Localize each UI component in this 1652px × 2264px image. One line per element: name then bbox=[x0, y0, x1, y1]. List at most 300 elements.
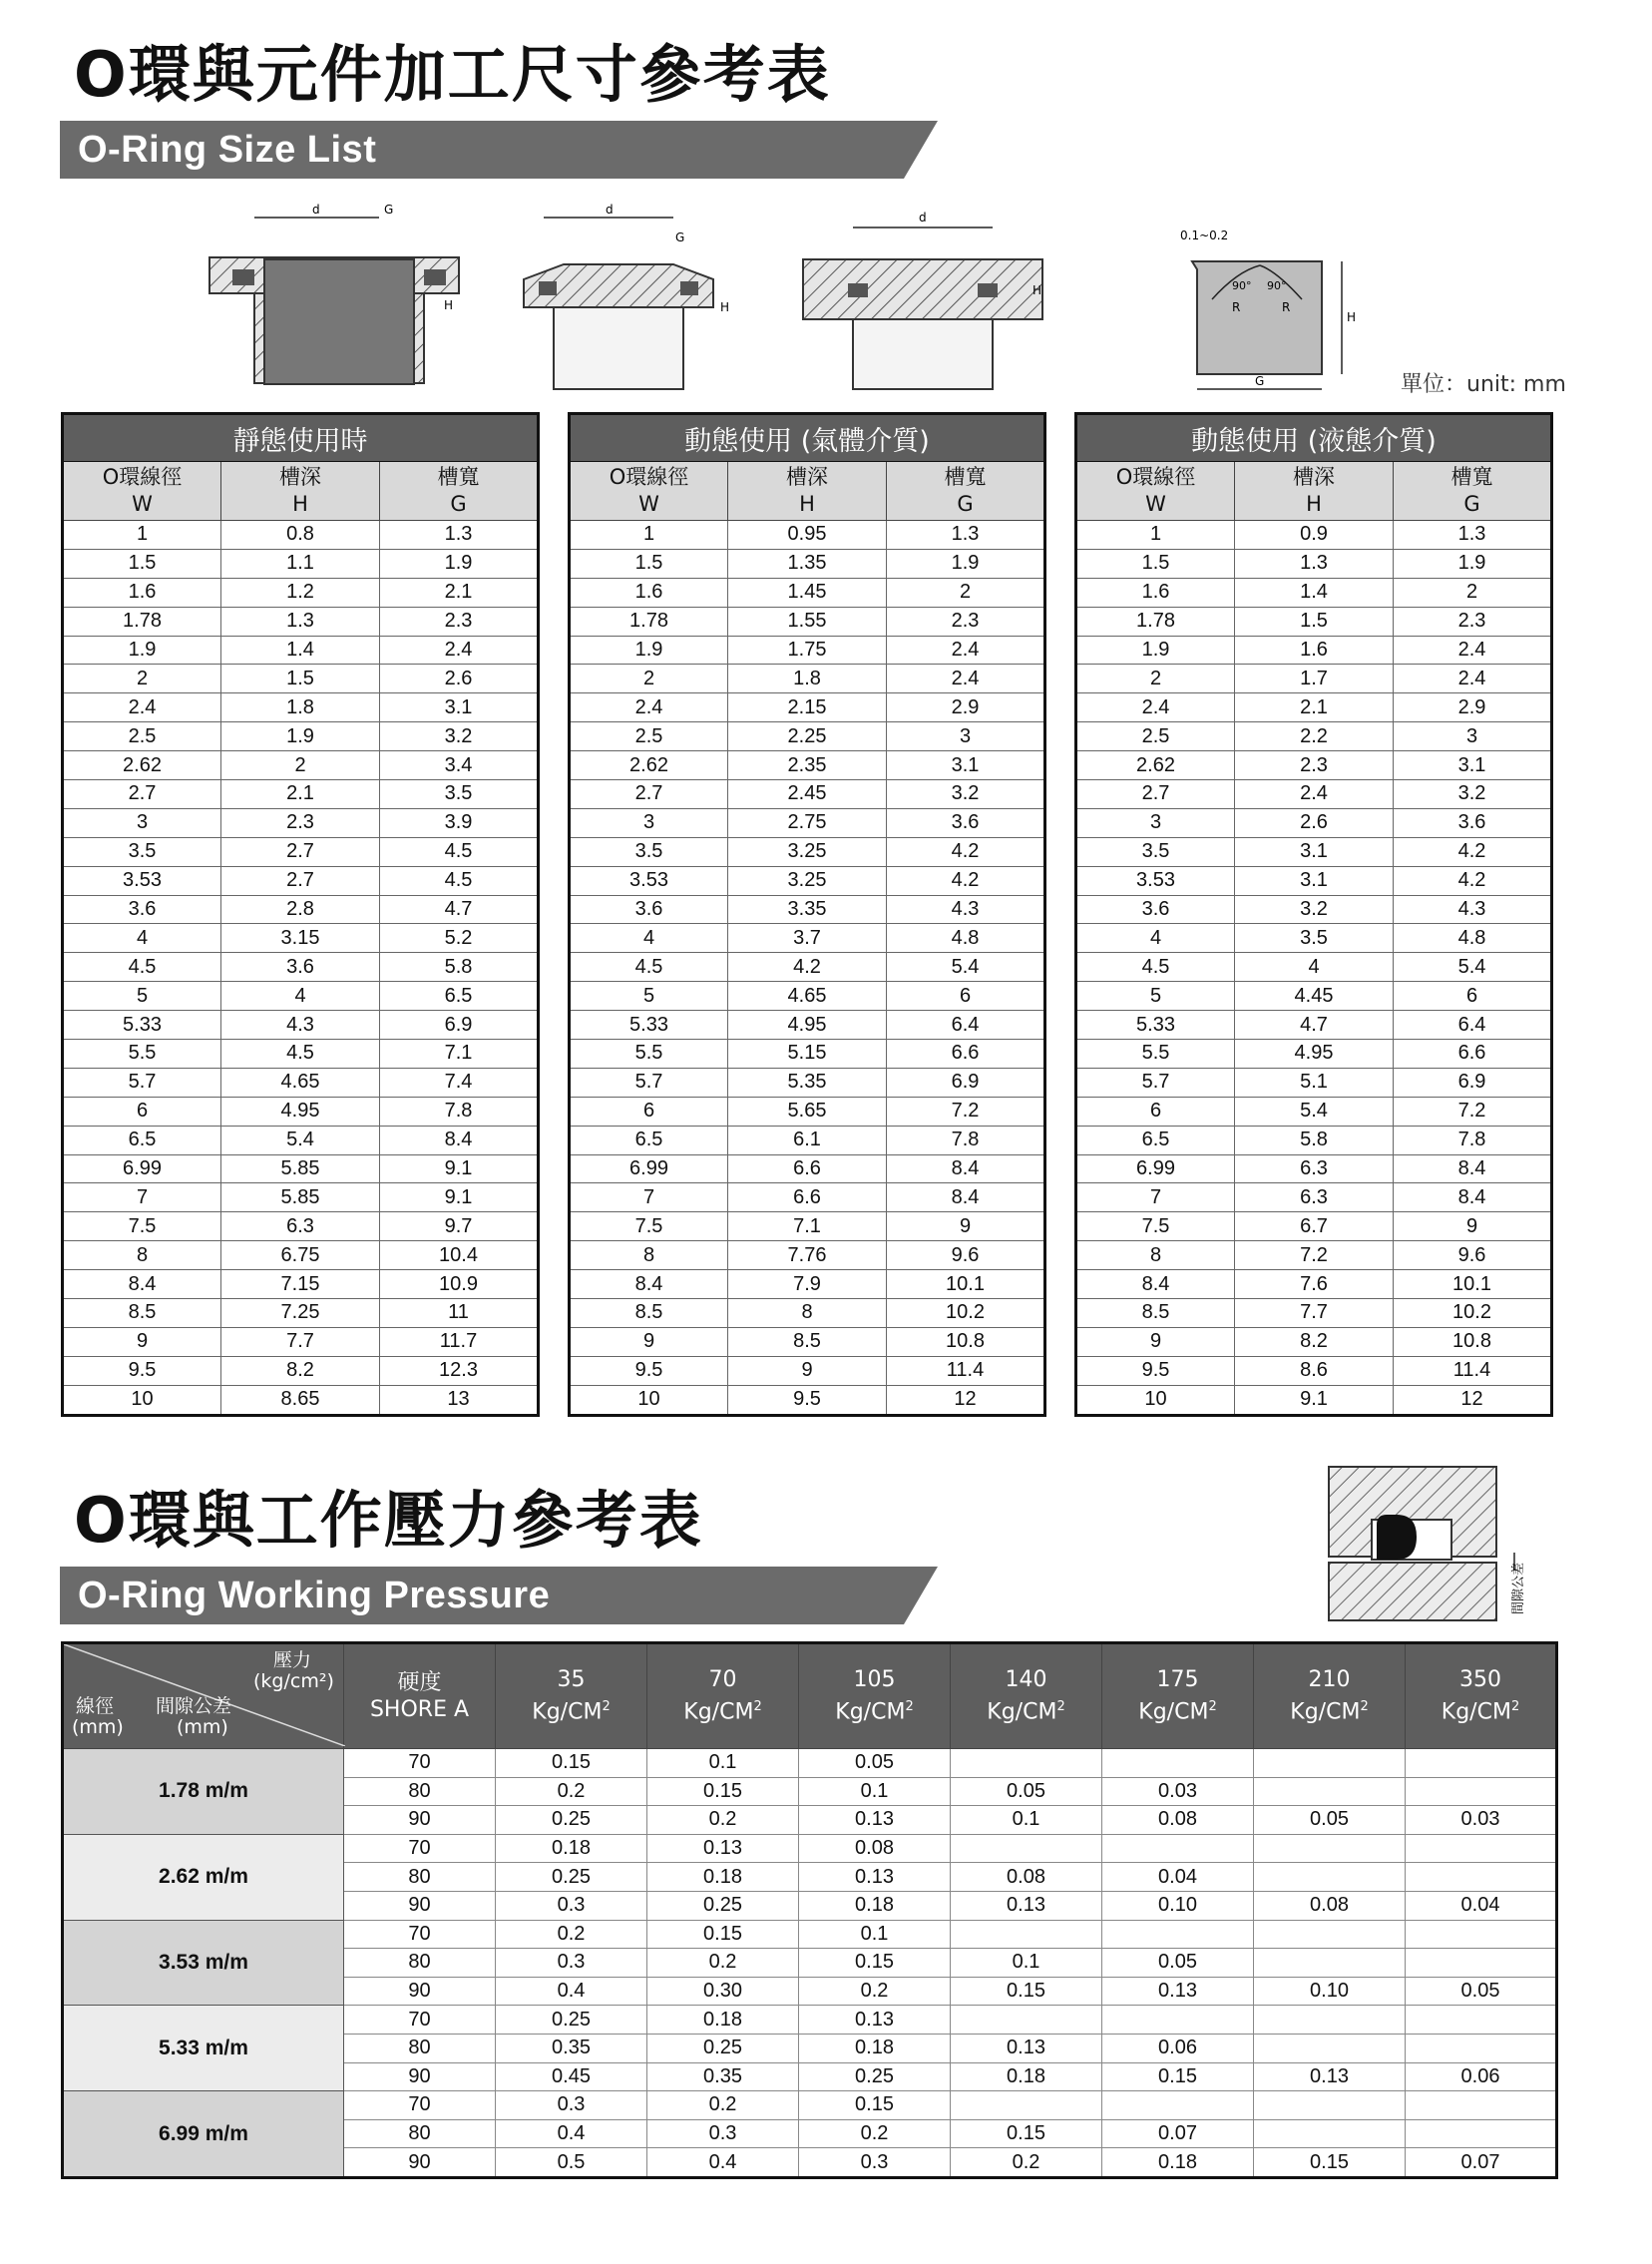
table-cell: 2.4 bbox=[380, 636, 539, 665]
table-cell: 1.75 bbox=[728, 636, 887, 665]
pressure-cell bbox=[1406, 2006, 1557, 2035]
pressure-cell: 0.5 bbox=[496, 2148, 647, 2178]
table-row bbox=[570, 1011, 1045, 1040]
table-cell: 3 bbox=[887, 722, 1045, 751]
table-row bbox=[63, 1356, 539, 1385]
pressure-cell: 0.18 bbox=[951, 2062, 1102, 2091]
column-header-row bbox=[1076, 462, 1552, 521]
pressure-cell: 0.1 bbox=[647, 1749, 799, 1778]
table-cell: 11.7 bbox=[380, 1327, 539, 1356]
table-cell: 5.35 bbox=[728, 1068, 887, 1097]
pressure-cell: 0.45 bbox=[496, 2062, 647, 2091]
diameter-label: 3.53 m/m bbox=[63, 1920, 344, 2006]
pressure-cell: 90 bbox=[344, 2148, 496, 2178]
table-cell: 1.2 bbox=[221, 578, 380, 607]
table-cell: 7 bbox=[570, 1183, 728, 1212]
pressure-value: 70 bbox=[708, 1667, 737, 1693]
table-row bbox=[1076, 1212, 1552, 1241]
table-cell: 4.2 bbox=[887, 866, 1045, 895]
column-header-cn: 槽深 bbox=[279, 465, 321, 489]
table-cell: 1 bbox=[1076, 521, 1235, 550]
pressure-cell: 0.25 bbox=[799, 2062, 951, 2091]
table-row bbox=[63, 808, 539, 837]
dim-g-label: G bbox=[1255, 374, 1265, 388]
table-row bbox=[1076, 693, 1552, 722]
table-cell: 2.35 bbox=[728, 751, 887, 780]
pressure-cell bbox=[951, 2091, 1102, 2120]
table-cell: 4 bbox=[1235, 953, 1394, 982]
table-cell: 2.62 bbox=[570, 751, 728, 780]
table-cell: 5 bbox=[1076, 982, 1235, 1011]
column-header-row bbox=[63, 462, 539, 521]
pressure-cell: 0.18 bbox=[799, 1891, 951, 1920]
table-cell: 3.2 bbox=[887, 780, 1045, 809]
column-header bbox=[380, 462, 539, 521]
table-row bbox=[1076, 1299, 1552, 1328]
table-cell: 6.4 bbox=[1394, 1011, 1552, 1040]
table-row bbox=[1076, 837, 1552, 866]
table-row bbox=[570, 1212, 1045, 1241]
table-cell: 6.75 bbox=[221, 1241, 380, 1270]
column-header-symbol: H bbox=[799, 492, 815, 516]
pressure-cell: 0.13 bbox=[799, 2006, 951, 2035]
table-cell: 11.4 bbox=[887, 1356, 1045, 1385]
table-row bbox=[63, 693, 539, 722]
table-row bbox=[570, 1097, 1045, 1126]
pressure-cell bbox=[951, 1749, 1102, 1778]
table-row bbox=[1076, 780, 1552, 809]
corner-pressure-unit: (kg/cm²) bbox=[253, 1670, 334, 1692]
table-row bbox=[63, 1097, 539, 1126]
pressure-unit: $Kg/CM^2$ bbox=[1290, 1699, 1369, 1725]
table-row bbox=[570, 1183, 1045, 1212]
table-cell: 5.7 bbox=[63, 1068, 221, 1097]
table-cell: 3.1 bbox=[1235, 866, 1394, 895]
table-cell: 2.5 bbox=[570, 722, 728, 751]
pressure-unit-sup: 2 bbox=[1360, 1699, 1369, 1715]
pressure-cell: 0.13 bbox=[951, 1891, 1102, 1920]
pressure-unit-sup: 2 bbox=[753, 1699, 762, 1715]
table-cell: 5.33 bbox=[63, 1011, 221, 1040]
table-cell: 7.76 bbox=[728, 1241, 887, 1270]
table-cell: 10.1 bbox=[1394, 1270, 1552, 1299]
table-cell: 2.6 bbox=[380, 665, 539, 693]
table-cell: 8.2 bbox=[221, 1356, 380, 1385]
pressure-cell bbox=[1254, 1834, 1406, 1863]
table-row bbox=[570, 578, 1045, 607]
table-cell: 2.3 bbox=[1394, 607, 1552, 636]
pressure-cell: 80 bbox=[344, 1777, 496, 1806]
table-cell: 1.9 bbox=[380, 549, 539, 578]
dynamic-gas-size-table bbox=[568, 412, 1046, 1417]
table-cell: 3.6 bbox=[221, 953, 380, 982]
table-cell: 2.1 bbox=[221, 780, 380, 809]
table-row bbox=[570, 751, 1045, 780]
table-cell: 4.3 bbox=[887, 895, 1045, 924]
table-cell: 2.7 bbox=[221, 866, 380, 895]
pressure-cell: 0.05 bbox=[1254, 1806, 1406, 1835]
pressure-value: 210 bbox=[1308, 1667, 1351, 1693]
table-row bbox=[63, 780, 539, 809]
pressure-cell: 0.10 bbox=[1102, 1891, 1254, 1920]
table-cell: 2.3 bbox=[380, 607, 539, 636]
table-cell: 1.9 bbox=[1394, 549, 1552, 578]
table-cell: 2.9 bbox=[1394, 693, 1552, 722]
table-row bbox=[570, 1270, 1045, 1299]
table-row bbox=[1076, 1241, 1552, 1270]
table-cell: 7.9 bbox=[728, 1270, 887, 1299]
pressure-cell: 0.05 bbox=[951, 1777, 1102, 1806]
table-cell: 2.3 bbox=[221, 808, 380, 837]
table-cell: 4.3 bbox=[221, 1011, 380, 1040]
table-cell: 1.6 bbox=[570, 578, 728, 607]
table-cell: 10.2 bbox=[1394, 1299, 1552, 1328]
table-cell: 2.7 bbox=[63, 780, 221, 809]
table-row bbox=[570, 636, 1045, 665]
groove-diagram-1 bbox=[209, 203, 459, 384]
pressure-cell bbox=[1102, 2091, 1254, 2120]
pressure-banner bbox=[60, 1567, 938, 1624]
table-cell: 6.6 bbox=[728, 1154, 887, 1183]
table-cell: 4.5 bbox=[570, 953, 728, 982]
corner-header-content bbox=[64, 1644, 343, 1748]
table-cell: 2.15 bbox=[728, 693, 887, 722]
dim-h-label: H bbox=[444, 298, 454, 312]
pressure-value: 140 bbox=[1005, 1667, 1047, 1693]
table-cell: 6.9 bbox=[887, 1068, 1045, 1097]
table-cell: 5.5 bbox=[570, 1040, 728, 1069]
table-cell: 3.5 bbox=[380, 780, 539, 809]
column-header-cn: 槽深 bbox=[786, 465, 828, 489]
table-cell: 7.2 bbox=[1235, 1241, 1394, 1270]
table-row bbox=[1076, 1097, 1552, 1126]
table-row bbox=[63, 1154, 539, 1183]
column-header-symbol: G bbox=[450, 492, 467, 516]
table-cell: 3 bbox=[63, 808, 221, 837]
table-cell: 4.95 bbox=[728, 1011, 887, 1040]
table-cell: 10.8 bbox=[887, 1327, 1045, 1356]
table-cell: 7.5 bbox=[570, 1212, 728, 1241]
radius-label: R bbox=[1232, 300, 1241, 314]
table-cell: 4.7 bbox=[380, 895, 539, 924]
table-cell: 4 bbox=[1076, 924, 1235, 953]
table-cell: 6 bbox=[1076, 1097, 1235, 1126]
table-cell: 7.2 bbox=[1394, 1097, 1552, 1126]
column-header-symbol: W bbox=[132, 492, 153, 516]
table-cell: 1.8 bbox=[728, 665, 887, 693]
table-cell: 1.9 bbox=[570, 636, 728, 665]
table-cell: 3.2 bbox=[380, 722, 539, 751]
pressure-cell: 0.4 bbox=[647, 2148, 799, 2178]
table-cell: 7.1 bbox=[728, 1212, 887, 1241]
pressure-cell bbox=[1406, 1834, 1557, 1863]
pressure-cell: 0.2 bbox=[647, 2091, 799, 2120]
pressure-cell bbox=[1102, 1920, 1254, 1949]
table-cell: 4.45 bbox=[1235, 982, 1394, 1011]
table-cell: 3.25 bbox=[728, 837, 887, 866]
dim-d-label: d bbox=[606, 203, 614, 217]
table-cell: 6.3 bbox=[1235, 1183, 1394, 1212]
pressure-cell: 0.25 bbox=[647, 1891, 799, 1920]
table-cell: 5.2 bbox=[380, 924, 539, 953]
pressure-title-cn: O環與工作壓力參考表 bbox=[74, 1484, 703, 1557]
table-cell: 5.5 bbox=[1076, 1040, 1235, 1069]
table-cell: 2.4 bbox=[1394, 665, 1552, 693]
pressure-cell bbox=[1406, 1863, 1557, 1892]
corner-gap-unit: (mm) bbox=[177, 1716, 228, 1738]
table-cell: 8.2 bbox=[1235, 1327, 1394, 1356]
table-title: 動態使用 (氣體介質) bbox=[570, 414, 1045, 462]
table-cell: 5.33 bbox=[570, 1011, 728, 1040]
table-row bbox=[63, 1126, 539, 1154]
table-cell: 6.99 bbox=[570, 1154, 728, 1183]
table-cell: 10 bbox=[63, 1385, 221, 1415]
dim-g-label: G bbox=[675, 230, 685, 244]
pressure-column-header bbox=[951, 1643, 1102, 1749]
table-cell: 8 bbox=[63, 1241, 221, 1270]
table-cell: 4.2 bbox=[1394, 866, 1552, 895]
pressure-cell: 0.3 bbox=[647, 2119, 799, 2148]
table-row bbox=[1076, 1154, 1552, 1183]
pressure-unit: $Kg/CM^2$ bbox=[683, 1699, 762, 1725]
pressure-cell bbox=[951, 2006, 1102, 2035]
column-header-symbol: G bbox=[1463, 492, 1480, 516]
table-row bbox=[1076, 924, 1552, 953]
dim-d-label: d bbox=[919, 211, 927, 225]
table-cell: 8.4 bbox=[887, 1154, 1045, 1183]
pressure-cell: 0.30 bbox=[647, 1977, 799, 2006]
table-cell: 10.2 bbox=[887, 1299, 1045, 1328]
pressure-cell: 0.05 bbox=[799, 1749, 951, 1778]
table-cell: 8 bbox=[728, 1299, 887, 1328]
table-row bbox=[570, 982, 1045, 1011]
table-cell: 4 bbox=[570, 924, 728, 953]
pressure-cell: 0.13 bbox=[647, 1834, 799, 1863]
pressure-cell: 0.18 bbox=[647, 1863, 799, 1892]
table-cell: 1.4 bbox=[221, 636, 380, 665]
table-row bbox=[63, 636, 539, 665]
table-cell: 9.1 bbox=[1235, 1385, 1394, 1415]
pressure-cell: 0.03 bbox=[1102, 1777, 1254, 1806]
table-cell: 6.1 bbox=[728, 1126, 887, 1154]
pressure-value: 350 bbox=[1459, 1667, 1501, 1693]
table-cell: 6 bbox=[887, 982, 1045, 1011]
table-row bbox=[63, 1183, 539, 1212]
pressure-cell bbox=[1254, 1777, 1406, 1806]
dim-h-label: H bbox=[1347, 310, 1357, 324]
pressure-cell bbox=[951, 1920, 1102, 1949]
table-cell: 12 bbox=[1394, 1385, 1552, 1415]
pressure-cell bbox=[1254, 1949, 1406, 1978]
table-cell: 2.5 bbox=[63, 722, 221, 751]
column-header-cn: 槽寬 bbox=[944, 465, 987, 489]
table-cell: 2.45 bbox=[728, 780, 887, 809]
table-cell: 4.65 bbox=[221, 1068, 380, 1097]
table-cell: 9.1 bbox=[380, 1154, 539, 1183]
table-cell: 6 bbox=[1394, 982, 1552, 1011]
table-cell: 2.1 bbox=[380, 578, 539, 607]
table-cell: 2.6 bbox=[1235, 808, 1394, 837]
column-header bbox=[1235, 462, 1394, 521]
pressure-cell: 0.15 bbox=[647, 1777, 799, 1806]
pressure-cell bbox=[1254, 1863, 1406, 1892]
table-row bbox=[570, 1040, 1045, 1069]
table-cell: 2 bbox=[887, 578, 1045, 607]
pressure-cell: 80 bbox=[344, 1863, 496, 1892]
table-row bbox=[1076, 1183, 1552, 1212]
pressure-cell: 0.4 bbox=[496, 1977, 647, 2006]
table-cell: 7.7 bbox=[1235, 1299, 1394, 1328]
pressure-header-row bbox=[63, 1643, 1557, 1749]
table-cell: 8.5 bbox=[63, 1299, 221, 1328]
table-cell: 5.7 bbox=[570, 1068, 728, 1097]
table-cell: 2.5 bbox=[1076, 722, 1235, 751]
pressure-cell: 0.1 bbox=[799, 1777, 951, 1806]
table-row bbox=[63, 578, 539, 607]
table-row bbox=[63, 1327, 539, 1356]
table-cell: 3.35 bbox=[728, 895, 887, 924]
table-row bbox=[63, 665, 539, 693]
pressure-unit-sup: 2 bbox=[1056, 1699, 1065, 1715]
table-row bbox=[63, 751, 539, 780]
table-cell: 3.53 bbox=[1076, 866, 1235, 895]
table-cell: 8.65 bbox=[221, 1385, 380, 1415]
table-cell: 1.4 bbox=[1235, 578, 1394, 607]
table-cell: 6.3 bbox=[1235, 1154, 1394, 1183]
pressure-unit-sup: 2 bbox=[602, 1699, 611, 1715]
column-header bbox=[63, 462, 221, 521]
table-cell: 1.78 bbox=[570, 607, 728, 636]
pressure-cell bbox=[1254, 2034, 1406, 2062]
table-cell: 3.6 bbox=[1394, 808, 1552, 837]
pressure-cell: 0.15 bbox=[951, 2119, 1102, 2148]
table-cell: 2.7 bbox=[221, 837, 380, 866]
pressure-cell: 0.13 bbox=[951, 2034, 1102, 2062]
table-cell: 7.5 bbox=[63, 1212, 221, 1241]
pressure-unit: $Kg/CM^2$ bbox=[835, 1699, 914, 1725]
pressure-unit-sup: 2 bbox=[1208, 1699, 1217, 1715]
table-cell: 2.4 bbox=[1076, 693, 1235, 722]
table-cell: 10.8 bbox=[1394, 1327, 1552, 1356]
table-cell: 2 bbox=[1076, 665, 1235, 693]
column-header-symbol: H bbox=[1306, 492, 1322, 516]
table-cell: 9 bbox=[887, 1212, 1045, 1241]
table-cell: 1.6 bbox=[1235, 636, 1394, 665]
pressure-cell: 0.25 bbox=[496, 2006, 647, 2035]
pressure-cell bbox=[1406, 1777, 1557, 1806]
table-row bbox=[63, 607, 539, 636]
pressure-cell: 0.04 bbox=[1102, 1863, 1254, 1892]
table-row bbox=[570, 1299, 1045, 1328]
pressure-column-header bbox=[1102, 1643, 1254, 1749]
pressure-cell bbox=[1406, 1749, 1557, 1778]
column-header bbox=[221, 462, 380, 521]
column-header-cn: 槽寬 bbox=[1450, 465, 1493, 489]
pressure-cell bbox=[1406, 1949, 1557, 1978]
table-cell: 4.5 bbox=[1076, 953, 1235, 982]
table-cell: 2 bbox=[221, 751, 380, 780]
table-cell: 1.9 bbox=[1076, 636, 1235, 665]
pressure-cell: 90 bbox=[344, 1977, 496, 2006]
pressure-column-header bbox=[1254, 1643, 1406, 1749]
pressure-cell: 0.3 bbox=[496, 1949, 647, 1978]
corner-header bbox=[63, 1643, 344, 1749]
table-cell: 5.85 bbox=[221, 1154, 380, 1183]
table-cell: 5.7 bbox=[1076, 1068, 1235, 1097]
table-cell: 5.33 bbox=[1076, 1011, 1235, 1040]
pressure-cell bbox=[1254, 2091, 1406, 2120]
table-cell: 7.8 bbox=[380, 1097, 539, 1126]
dim-g-label: G bbox=[384, 203, 394, 217]
pressure-cell: 0.08 bbox=[799, 1834, 951, 1863]
table-cell: 5.4 bbox=[221, 1126, 380, 1154]
corner-diameter-label: 線徑 bbox=[76, 1695, 115, 1717]
pressure-column-header bbox=[496, 1643, 647, 1749]
table-cell: 4.5 bbox=[380, 837, 539, 866]
table-cell: 1 bbox=[63, 521, 221, 550]
pressure-cell: 0.15 bbox=[799, 1949, 951, 1978]
pressure-cell: 70 bbox=[344, 1834, 496, 1863]
size-list-title-cn: O環與元件加工尺寸參考表 bbox=[74, 38, 831, 111]
table-row bbox=[570, 1126, 1045, 1154]
table-row bbox=[1076, 665, 1552, 693]
table-cell: 6.6 bbox=[887, 1040, 1045, 1069]
table-cell: 8.4 bbox=[1394, 1154, 1552, 1183]
pressure-cell: 0.3 bbox=[799, 2148, 951, 2178]
table-cell: 2 bbox=[570, 665, 728, 693]
table-row bbox=[570, 1068, 1045, 1097]
groove-diagram-2 bbox=[524, 203, 729, 389]
pressure-value: 35 bbox=[557, 1667, 586, 1693]
table-cell: 1.1 bbox=[221, 549, 380, 578]
table-cell: 9.6 bbox=[1394, 1241, 1552, 1270]
table-cell: 9 bbox=[728, 1356, 887, 1385]
table-row bbox=[570, 1154, 1045, 1183]
table-cell: 1.7 bbox=[1235, 665, 1394, 693]
table-cell: 6.5 bbox=[380, 982, 539, 1011]
table-row bbox=[1076, 636, 1552, 665]
pressure-cell bbox=[1102, 1749, 1254, 1778]
column-header bbox=[887, 462, 1045, 521]
pressure-unit-sup: 2 bbox=[905, 1699, 914, 1715]
table-cell: 3.25 bbox=[728, 866, 887, 895]
table-cell: 4.65 bbox=[728, 982, 887, 1011]
table-cell: 5.4 bbox=[1235, 1097, 1394, 1126]
pressure-cell: 0.3 bbox=[496, 1891, 647, 1920]
gap-diagram bbox=[1327, 1465, 1556, 1624]
table-row bbox=[570, 780, 1045, 809]
table-cell: 3.5 bbox=[1235, 924, 1394, 953]
pressure-row bbox=[63, 1920, 1557, 1949]
table-cell: 2.2 bbox=[1235, 722, 1394, 751]
column-header-cn: 槽深 bbox=[1293, 465, 1335, 489]
table-cell: 7 bbox=[63, 1183, 221, 1212]
table-cell: 1.5 bbox=[1235, 607, 1394, 636]
corner-diameter-unit: (mm) bbox=[72, 1716, 124, 1738]
table-cell: 0.9 bbox=[1235, 521, 1394, 550]
table-cell: 3.1 bbox=[887, 751, 1045, 780]
pressure-cell: 0.05 bbox=[1102, 1949, 1254, 1978]
table-row bbox=[1076, 1327, 1552, 1356]
table-cell: 8.6 bbox=[1235, 1356, 1394, 1385]
table-cell: 2.4 bbox=[1235, 780, 1394, 809]
table-cell: 2.8 bbox=[221, 895, 380, 924]
pressure-cell bbox=[1102, 1834, 1254, 1863]
pressure-cell: 0.18 bbox=[496, 1834, 647, 1863]
pressure-unit: $Kg/CM^2$ bbox=[987, 1699, 1065, 1725]
column-header-symbol: W bbox=[1145, 492, 1166, 516]
table-cell: 2.9 bbox=[887, 693, 1045, 722]
